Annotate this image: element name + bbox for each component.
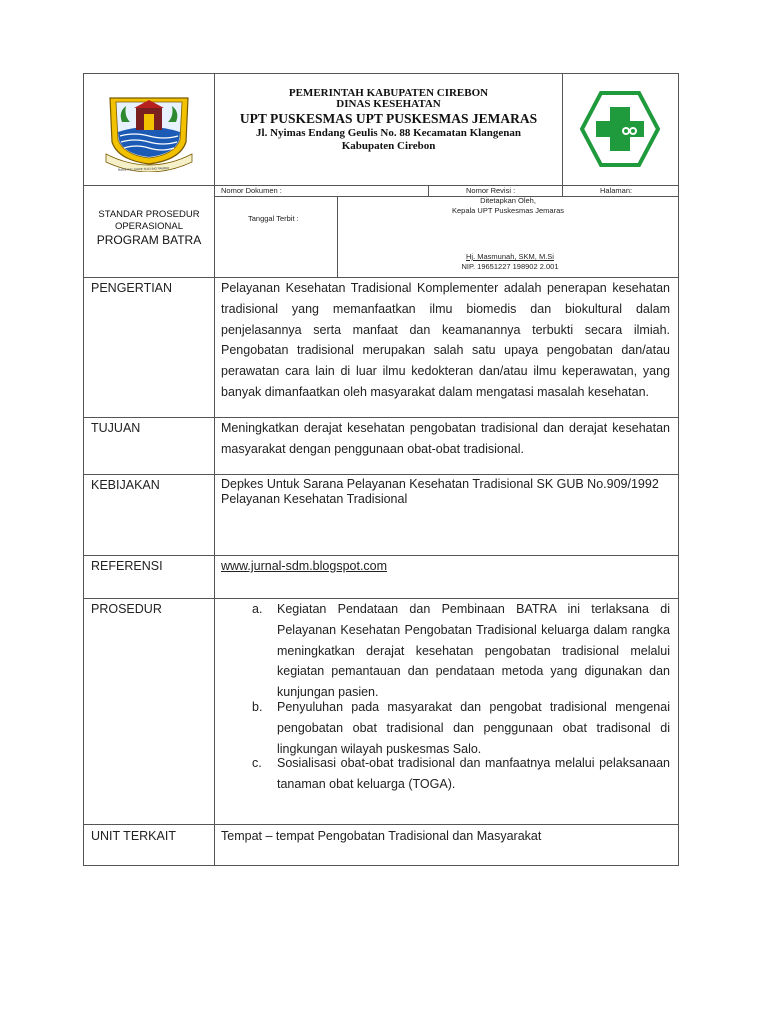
prosedur-line: meningkatkan derajat kesehatan pengobatan tradisional melalui	[277, 643, 670, 658]
signer-block	[420, 252, 600, 272]
prosedur-label: PROSEDUR	[91, 602, 162, 616]
sop-title-program: PROGRAM BATRA	[96, 233, 202, 247]
header-agency: DINAS KESEHATAN	[336, 98, 441, 110]
signer-name: Hj. Masmunah, SKM, M.Si	[466, 252, 554, 261]
tanggal-terbit-label: Tanggal Terbit :	[248, 214, 299, 223]
kepala-label: Kepala UPT Puskesmas Jemaras	[452, 206, 564, 215]
nomor-dokumen-label: Nomor Dokumen :	[221, 186, 282, 195]
header-regency: Kabupaten Cirebon	[341, 140, 436, 152]
prosedur-line: kegiatan pemantauan dan pendataan metoda yang digunakan dan	[277, 664, 670, 679]
prosedur-line: Penyuluhan pada masyarakat dan pengobat tradisional mengenai	[277, 700, 670, 714]
pengertian-line: tradisional yang memanfaatkan ilmu biomedis dan biokultural dalam	[221, 301, 670, 316]
prosedur-line: pengobatan obat tradisional dan penggunaan obat tradisonal di	[277, 720, 670, 735]
kebijakan-line1: Depkes Untuk Sarana Pelayanan Kesehatan Tradisional SK GUB No.909/1992	[221, 477, 659, 491]
pengertian-line: Pelayanan Kesehatan Tradisional Komplementer adalah penerapan kesehatan	[221, 281, 670, 295]
header-government: PEMERINTAH KABUPATEN CIREBON	[288, 87, 489, 99]
item-marker: b.	[252, 700, 263, 714]
kebijakan-label: KEBIJAKAN	[91, 478, 160, 492]
kebijakan-line2: Pelayanan Kesehatan Tradisional	[221, 491, 408, 506]
pengertian-label: PENGERTIAN	[91, 281, 173, 295]
unit-terkait-text: Tempat – tempat Pengobatan Tradisional dan Masyarakat	[221, 829, 542, 843]
ditetapkan-block	[338, 196, 678, 216]
header-address: Jl. Nyimas Endang Geulis No. 88 Kecamatan Klangenan	[256, 127, 521, 139]
item-marker: a.	[252, 602, 263, 616]
referensi-link[interactable]: www.jurnal-sdm.blogspot.com	[221, 559, 388, 573]
header-institution: UPT PUSKESMAS UPT PUSKESMAS JEMARAS	[239, 111, 538, 126]
pengertian-line: penjelasannya serta manfaat dan keamanannya terbukti secara ilmiah.	[221, 322, 670, 337]
signer-nip: NIP. 19651227 198902 2.001	[461, 262, 559, 271]
prosedur-line: Pelayanan Kesehatan Pengobatan Tradisional keluarga dalam rangka	[277, 622, 670, 637]
prosedur-line: tanaman obat keluarga (TOGA).	[277, 776, 456, 791]
logo-motto: RAME ING GAWE SUCI ING PAMRIH	[117, 166, 170, 172]
kebijakan-text	[221, 477, 670, 506]
pengertian-text	[221, 278, 670, 403]
tujuan-line: masyarakat dengan penggunaan obat-obat tradisional.	[221, 441, 524, 456]
nomor-revisi-label: Nomor Revisi :	[466, 186, 516, 195]
tujuan-line: Meningkatkan derajat kesehatan pengobatan tradisional dan derajat kesehatan	[221, 421, 670, 435]
prosedur-line: Sosialisasi obat-obat tradisional dan manfaatnya melalui pelaksanaan	[277, 756, 670, 770]
prosedur-line: Kegiatan Pendataan dan Pembinaan BATRA ini terlaksana di	[277, 602, 670, 616]
puskesmas-logo	[580, 91, 660, 167]
referensi-label: REFERENSI	[91, 559, 163, 573]
cirebon-regency-logo	[100, 92, 198, 172]
ditetapkan-label: Ditetapkan Oleh,	[480, 196, 536, 205]
unit-terkait-label: UNIT TERKAIT	[91, 829, 176, 843]
pengertian-line: perawatan cara lain di luar ilmu kedokteran dan/atau ilmu keperawatan, yang	[221, 364, 670, 379]
item-marker: c.	[252, 756, 262, 770]
halaman-label: Halaman:	[600, 186, 633, 195]
prosedur-line: lingkungan wilayah puskesmas Salo.	[277, 741, 482, 756]
sop-title-line1: STANDAR PROSEDUR	[98, 209, 200, 220]
tujuan-label: TUJUAN	[91, 421, 141, 435]
tujuan-text	[221, 418, 670, 460]
header-block	[215, 88, 562, 153]
sop-title-line2: OPERASIONAL	[114, 221, 184, 232]
sop-title	[84, 209, 214, 247]
pengertian-line: Pengobatan tradisional merupakan salah satu upaya pengobatan dan/atau	[221, 343, 670, 358]
prosedur-line: kunjungan pasien.	[277, 685, 379, 700]
pengertian-line: banyak dimanfaatkan oleh masyarakat dalam mengatasi masalah kesehatan.	[221, 384, 650, 399]
